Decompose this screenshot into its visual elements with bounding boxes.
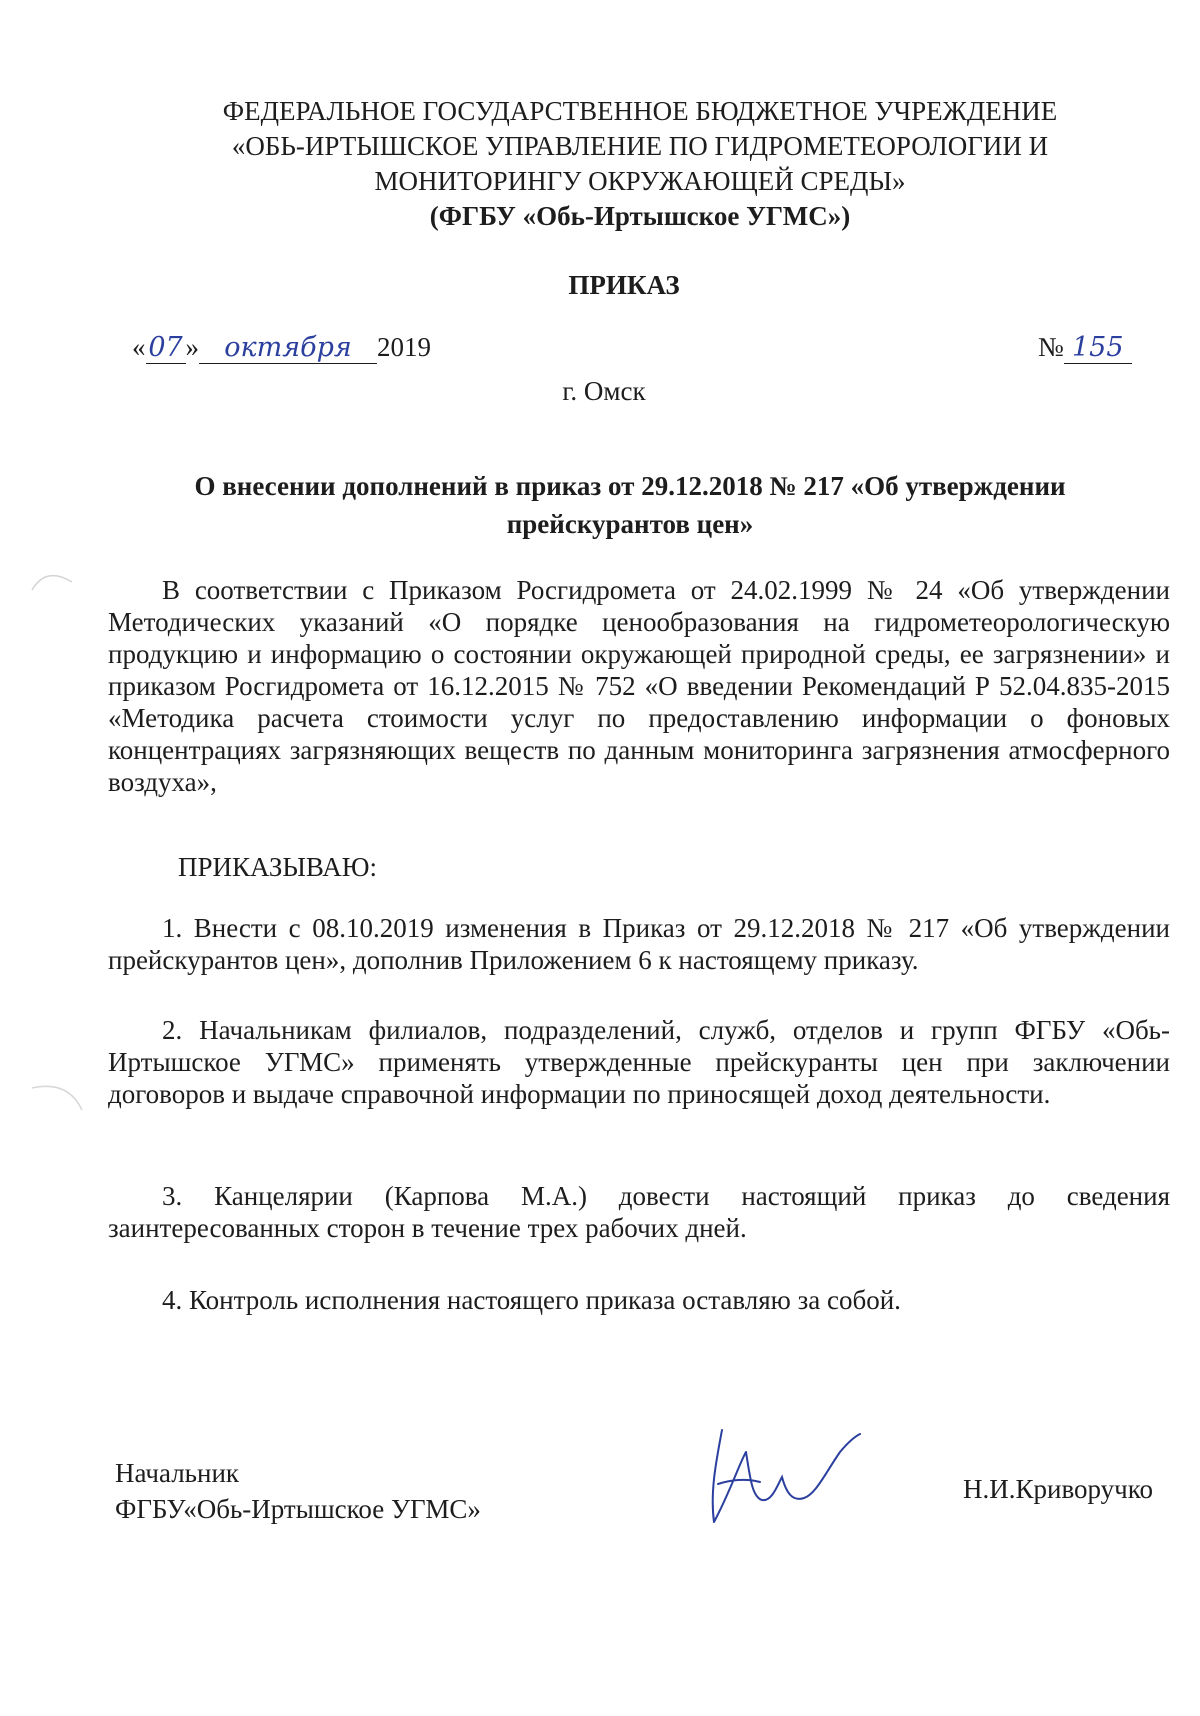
date-month: октября xyxy=(199,333,377,364)
order-number xyxy=(1038,332,1132,364)
date-close-quote: » xyxy=(185,332,199,362)
preamble-paragraph: В соответствии с Приказом Росгидромета от 24.02.1999 № 24 «Об утверждении Методических указаний «О порядке ценообразования на гидрометеорологическую продукцию и информацию о состоянии окружающей природной среды, ее загрязнении» и приказом Росгидромета от 16.12.2015 № 752 «О введении Рекомендаций Р 52.04.835-2015 «Методика расчета стоимости услуг по предоставлению информации о фоновых концентрациях загрязняющих веществ по данным мониторинга загрязнения атмосферного воздуха», xyxy=(108,575,1170,797)
handwritten-signature xyxy=(700,1422,870,1532)
order-item-1: 1. Внести с 08.10.2019 изменения в Приказ от 29.12.2018 № 217 «Об утверждении прейскурантов цен», дополнив Приложением 6 к настоящему приказу. xyxy=(108,913,1170,975)
organization-name-line-2: «ОБЬ-ИРТЫШСКОЕ УПРАВЛЕНИЕ ПО ГИДРОМЕТЕОРОЛОГИИ И xyxy=(231,131,1049,161)
order-date xyxy=(132,332,431,364)
date-year: 2019 xyxy=(377,332,431,362)
order-item-4: 4. Контроль исполнения настоящего приказа оставляю за собой. xyxy=(162,1285,901,1315)
signatory-position-line-1: Начальник xyxy=(115,1458,240,1488)
number-sign: № xyxy=(1038,332,1064,362)
subject-line-2: прейскурантов цен» xyxy=(506,509,754,539)
signatory-position-line-2: ФГБУ«Обь-Иртышское УГМС» xyxy=(115,1494,481,1524)
punch-hole-mark-bottom xyxy=(28,1080,88,1120)
subject-line-1: О внесении дополнений в приказ от 29.12.2018 № 217 «Об утверждении xyxy=(194,471,1066,501)
punch-hole-mark-top xyxy=(28,560,78,600)
order-directive-word: ПРИКАЗЫВАЮ: xyxy=(178,852,377,882)
organization-name-line-3: МОНИТОРИНГУ ОКРУЖАЮЩЕЙ СРЕДЫ» xyxy=(374,166,906,196)
order-item-2: 2. Начальникам филиалов, подразделений, служб, отделов и групп ФГБУ «Обь-Иртышское УГМС» применять утвержденные прейскуранты цен при заключении договоров и выдаче справочной информации по приносящей доход деятельности. xyxy=(108,1015,1170,1109)
organization-header xyxy=(120,94,1160,234)
signatory-name: Н.И.Криворучко xyxy=(963,1474,1153,1504)
number-value: 155 xyxy=(1064,333,1132,364)
city: г. Омск xyxy=(562,376,646,406)
organization-name-line-1: ФЕДЕРАЛЬНОЕ ГОСУДАРСТВЕННОЕ БЮДЖЕТНОЕ УЧРЕЖДЕНИЕ xyxy=(222,96,1058,126)
order-item-3: 3. Канцелярии (Карпова М.А.) довести настоящий приказ до сведения заинтересованных сторон в течение трех рабочих дней. xyxy=(108,1181,1170,1243)
signatory-position xyxy=(115,1455,481,1527)
document-type-title: ПРИКАЗ xyxy=(568,270,680,300)
organization-short-name: (ФГБУ «Обь-Иртышское УГМС») xyxy=(429,201,851,231)
date-day: 07 xyxy=(146,333,186,364)
date-open-quote: « xyxy=(132,332,146,362)
order-subject xyxy=(150,467,1110,543)
